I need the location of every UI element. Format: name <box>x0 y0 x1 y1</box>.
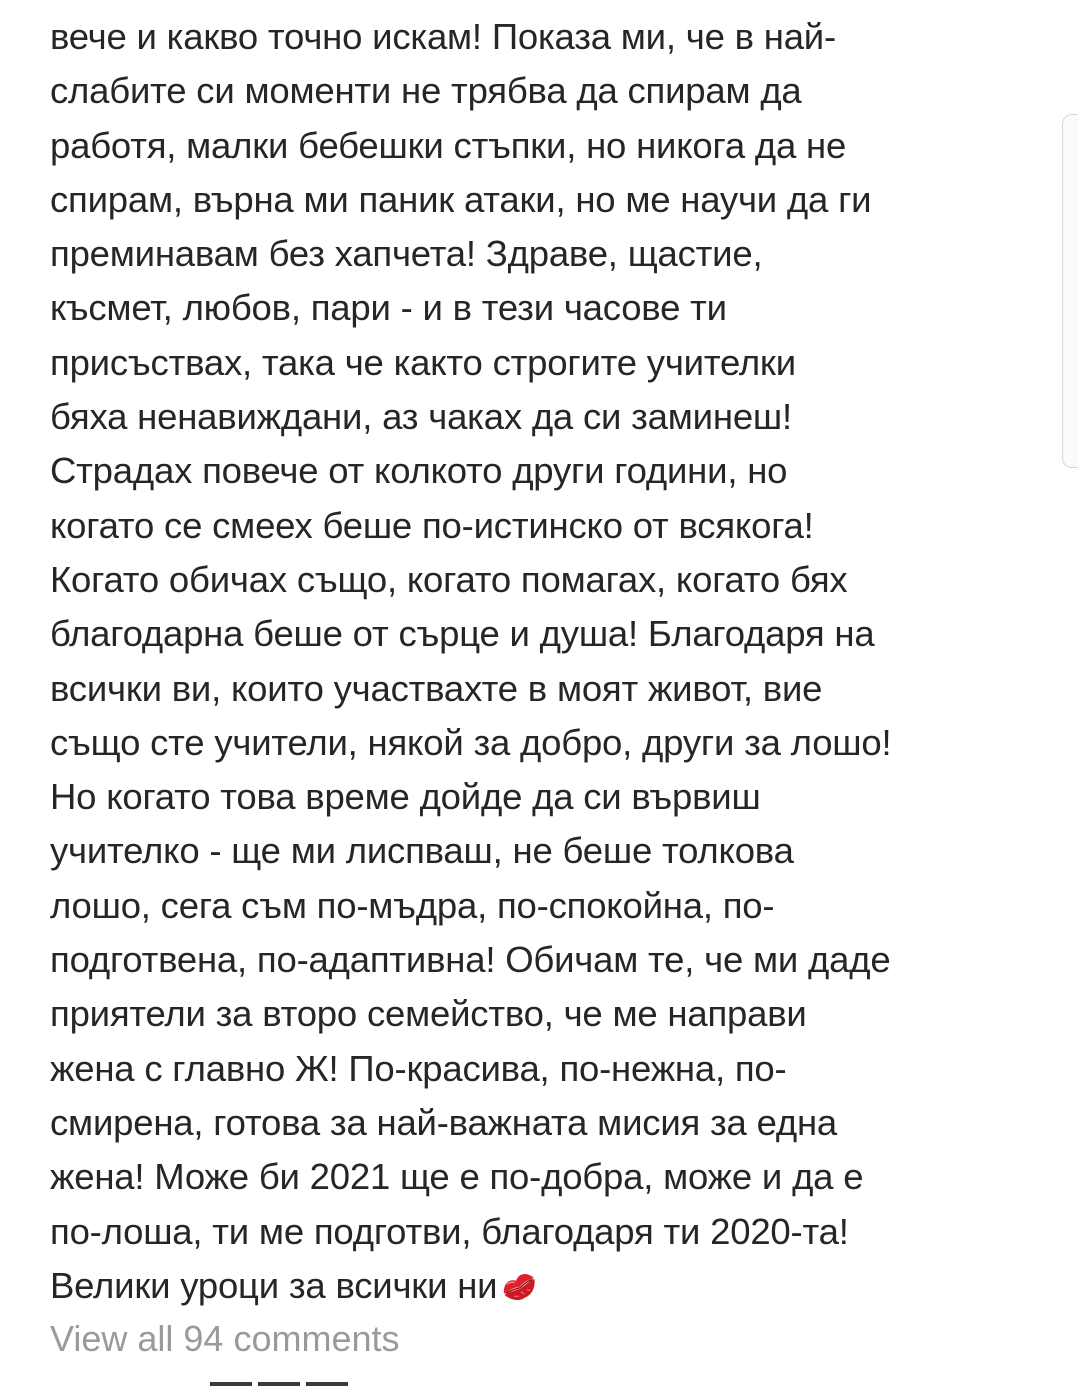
caption-line: късмет, любов, пари - и в тези часове ти <box>50 287 727 329</box>
caption-line: подготвена, по-адаптивна! Обичам те, че ми даде <box>50 939 891 981</box>
pager-dot <box>258 1382 300 1386</box>
caption-line: вече и какво точно искам! Показа ми, че в най- <box>50 16 836 57</box>
caption-line: Страдах повече от колкото други години, но <box>50 450 788 492</box>
caption-line: по-лоша, ти ме подготви, благодаря ти 2020-та! <box>50 1210 849 1252</box>
caption-line: преминавам без хапчета! Здраве, щастие, <box>50 233 763 275</box>
caption-line: благодарна беше от сърце и душа! Благодаря на <box>50 613 875 655</box>
kiss-mark-icon <box>498 1268 540 1304</box>
caption-line: спирам, върна ми паник атаки, но ме научи да ги <box>50 178 872 220</box>
caption-line: жена с главно Ж! По-красива, по-нежна, по- <box>50 1047 787 1089</box>
caption-line: Когато обичах също, когато помагах, когато бях <box>50 558 848 600</box>
caption-line: слабите си моменти не трябва да спирам да <box>50 70 802 112</box>
view-all-comments-link[interactable]: View all 94 comments <box>50 1318 400 1359</box>
caption-line: всички ви, които участвахте в моят живот, вие <box>50 667 823 709</box>
caption-line: приятели за второ семейство, че ме направи <box>50 993 807 1035</box>
caption-line: смирена, готова за най-важната мисия за една <box>50 1101 838 1143</box>
caption-line: бяха ненавиждани, аз чаках да си заминеш! <box>50 396 792 438</box>
caption-line: лошо, сега съм по-мъдра, по-спокойна, по- <box>50 884 775 926</box>
caption-line: когато се смеех беше по-истинско от всякога! <box>50 504 814 546</box>
caption-line: учителко - ще ми лиспваш, не беше толкова <box>50 830 794 872</box>
scrollbar[interactable] <box>1062 114 1078 468</box>
caption-line-text: Велики уроци за всички ни <box>50 1264 498 1306</box>
caption-line: жена! Може би 2021 ще е по-добра, може и да е <box>50 1156 864 1198</box>
caption-line: също сте учители, някой за добро, други за лошо! <box>50 721 892 763</box>
pager-dots <box>210 1382 354 1388</box>
pager-dot <box>306 1382 348 1386</box>
post-caption <box>50 10 1050 1313</box>
pager-dot <box>210 1382 252 1386</box>
caption-line: Но когато това време дойде да си вървиш <box>50 776 761 818</box>
caption-line: работя, малки бебешки стъпки, но никога да не <box>50 124 847 166</box>
caption-line: присъствах, така че както строгите учителки <box>50 341 796 383</box>
caption-last-line <box>50 1259 1050 1313</box>
